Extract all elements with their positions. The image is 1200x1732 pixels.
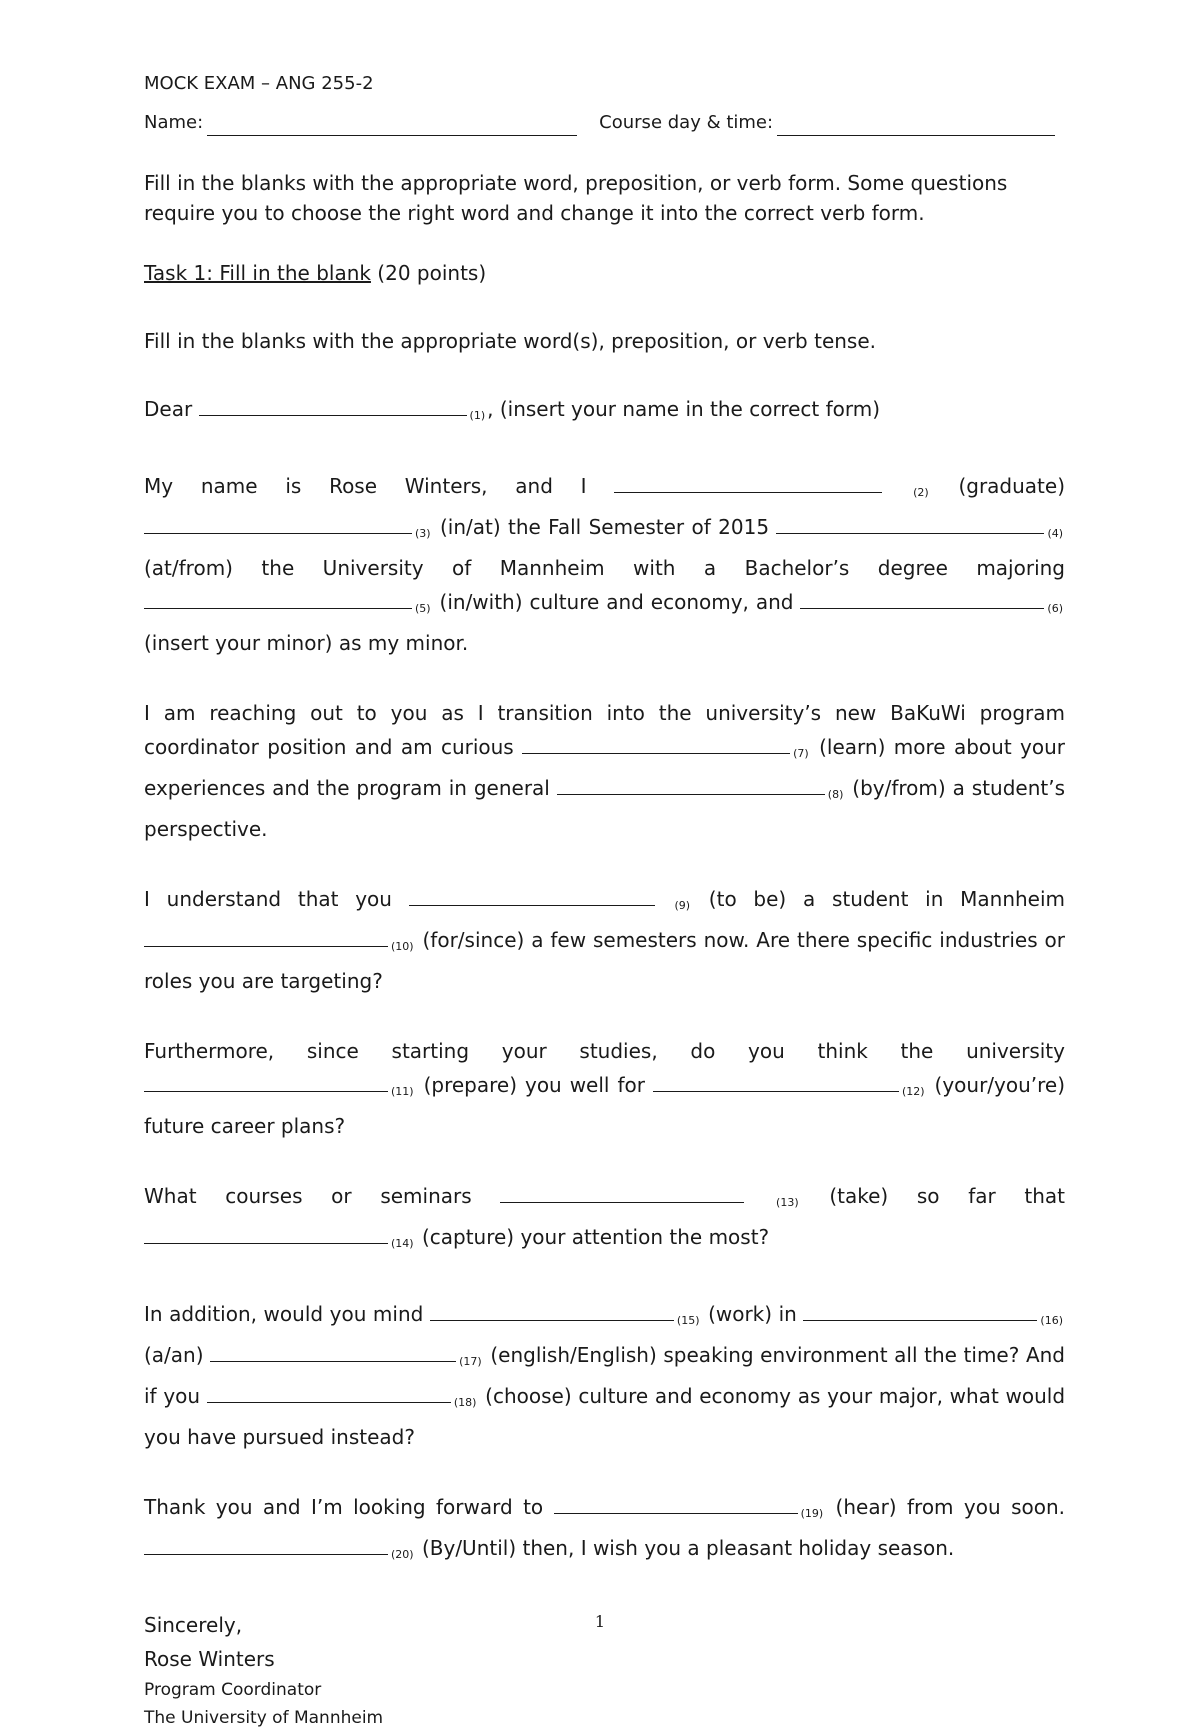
text-segment: (capture) your attention the most? [421, 1225, 770, 1249]
blank-number: (15) [676, 1314, 700, 1327]
blank-20[interactable] [144, 1538, 388, 1555]
blank-4[interactable] [776, 517, 1044, 534]
blank-number: (1) [469, 409, 486, 422]
course-field[interactable] [777, 117, 1055, 136]
blank-5[interactable] [144, 592, 412, 609]
blank-number: (19) [800, 1507, 824, 1520]
text-segment: (insert your minor) as my minor. [144, 631, 469, 655]
course-label: Course day & time: [599, 112, 774, 133]
blank-number: (14) [391, 1237, 414, 1250]
text-segment: I understand that you [144, 887, 392, 911]
blank-number: (17) [459, 1355, 482, 1368]
blank-10[interactable] [144, 930, 388, 947]
task-instruction: Fill in the blanks with the appropriate word(s), preposition, or verb tense. [144, 329, 877, 353]
blank-number: (18) [453, 1396, 477, 1409]
text-segment: In addition, would you mind [144, 1302, 424, 1326]
name-course-row [144, 110, 1065, 136]
blank-number: (7) [793, 747, 809, 760]
signer-role: Program Coordinator [144, 1680, 322, 1700]
text-segment: (prepare) you well for [423, 1073, 645, 1097]
blank-number: (13) [776, 1196, 799, 1209]
text-segment: (hear) from you soon. [835, 1495, 1065, 1519]
text-segment: (By/Until) then, I wish you a pleasant holiday season. [421, 1536, 955, 1560]
blank-number: (2) [913, 486, 929, 499]
blank-number: (4) [1047, 527, 1064, 540]
task-title: Task 1: Fill in the blank [144, 261, 371, 285]
text-segment: Furthermore, since starting your studies, do you think the university [144, 1039, 1065, 1063]
blank-9[interactable] [409, 889, 655, 906]
blank-number: (20) [391, 1548, 414, 1561]
text-segment: , (insert your name in the correct form) [487, 397, 881, 421]
letter-paragraph-8 [144, 1490, 1065, 1572]
blank-13[interactable] [500, 1186, 744, 1203]
text-segment: (choose) culture and economy as your major, what would you have pursued instead? [144, 1384, 1066, 1449]
blank-number: (6) [1047, 602, 1064, 615]
text-segment: I am reaching out to you as I transition into the university’s new BaKuWi program coordinator position and am curious [144, 701, 1065, 759]
blank-14[interactable] [144, 1227, 388, 1244]
text-segment: (by/from) a student’s perspective. [144, 776, 1065, 841]
blank-number: (12) [901, 1085, 925, 1098]
blank-7[interactable] [522, 737, 790, 754]
blank-6[interactable] [800, 592, 1044, 609]
letter-paragraph-6 [144, 1179, 1065, 1261]
letter-paragraph-7 [144, 1297, 1065, 1454]
text-segment: (to be) a student in Mannheim [708, 887, 1066, 911]
name-field[interactable] [207, 117, 577, 136]
page-number: 1 [594, 1612, 606, 1631]
task-points: (20 points) [370, 261, 487, 285]
task-heading [144, 258, 1065, 288]
text-segment: My name is Rose Winters, and I [144, 474, 587, 498]
text-segment: What courses or seminars [144, 1184, 472, 1208]
text-segment: Dear [144, 397, 193, 421]
text-segment: (in/with) culture and economy, and [439, 590, 794, 614]
text-segment: (take) so far that [829, 1184, 1066, 1208]
blank-number: (9) [674, 899, 691, 912]
exam-title: MOCK EXAM – ANG 255-2 [144, 73, 374, 94]
text-segment: (your/you’re) future career plans? [144, 1073, 1066, 1138]
letter-paragraph-2 [144, 469, 1065, 660]
sign-off: Sincerely, [144, 1613, 243, 1637]
letter-paragraph-5 [144, 1034, 1065, 1143]
text-segment: (for/since) a few semesters now. Are there specific industries or roles you are targeting? [144, 928, 1065, 993]
intro-text: Fill in the blanks with the appropriate word, preposition, or verb form. Some questions require you to choose the right word and change it into the correct verb form. [144, 171, 1008, 225]
text-segment: (work) in [708, 1302, 797, 1326]
blank-number: (8) [827, 788, 844, 801]
blank-19[interactable] [554, 1497, 798, 1514]
text-segment: (english/English) speaking environment all the time? And if you [144, 1343, 1066, 1408]
letter-paragraph-4 [144, 882, 1065, 998]
letter-paragraph-3 [144, 696, 1065, 846]
signer-organization: The University of Mannheim [144, 1708, 384, 1728]
blank-18[interactable] [207, 1386, 451, 1403]
text-segment: (graduate) [958, 474, 1066, 498]
blank-1[interactable] [199, 399, 467, 416]
blank-number: (3) [415, 527, 431, 540]
blank-15[interactable] [430, 1304, 674, 1321]
letter-salutation [144, 392, 1065, 433]
blank-2[interactable] [614, 476, 882, 493]
blank-11[interactable] [144, 1075, 388, 1092]
blank-number: (10) [391, 940, 414, 953]
blank-3[interactable] [144, 517, 412, 534]
name-label: Name: [144, 112, 204, 133]
blank-12[interactable] [653, 1075, 899, 1092]
text-segment: Thank you and I’m looking forward to [144, 1495, 544, 1519]
text-segment: (a/an) [144, 1343, 204, 1367]
signer-name: Rose Winters [144, 1647, 275, 1671]
blank-17[interactable] [210, 1345, 456, 1362]
blank-8[interactable] [557, 778, 825, 795]
blank-number: (16) [1040, 1314, 1064, 1327]
text-segment: (at/from) the University of Mannheim with a Bachelor’s degree majoring [144, 556, 1065, 580]
blank-16[interactable] [803, 1304, 1037, 1321]
blank-number: (5) [415, 602, 431, 615]
text-segment: (in/at) the Fall Semester of 2015 [439, 515, 770, 539]
exam-page [144, 70, 1065, 1732]
text-segment: (learn) more about your experiences and the program in general [144, 735, 1066, 800]
blank-number: (11) [391, 1085, 414, 1098]
